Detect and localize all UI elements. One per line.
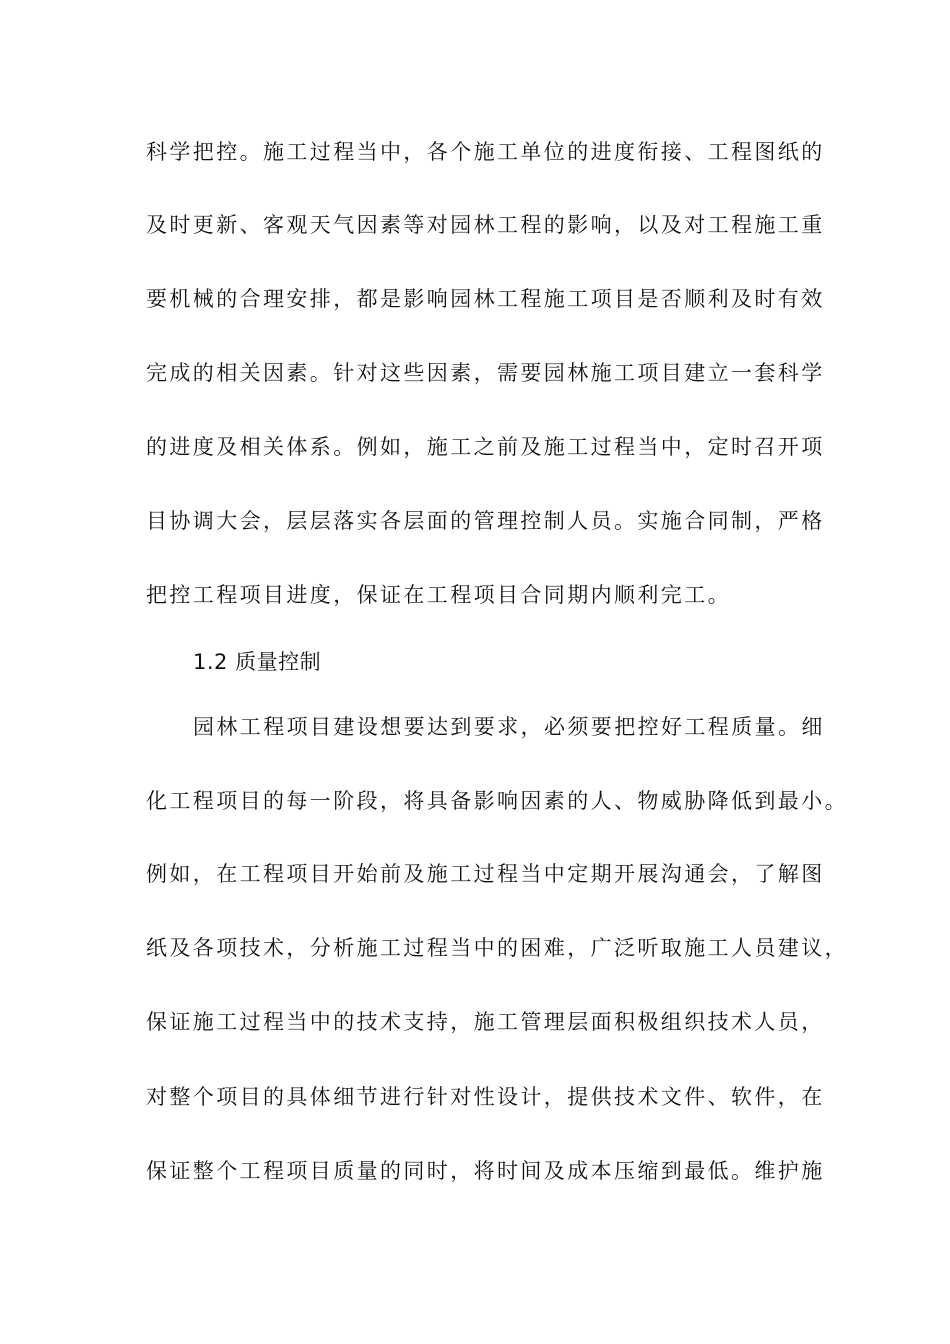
paragraph-line: 园林工程项目建设想要达到要求，必须要把控好工程质量。细: [193, 715, 825, 739]
paragraph-line: 的进度及相关体系。例如，施工之前及施工过程当中，定时召开项: [146, 435, 825, 459]
paragraph-line: 科学把控。施工过程当中，各个施工单位的进度衔接、工程图纸的: [146, 140, 825, 164]
paragraph-line: 例如，在工程项目开始前及施工过程当中定期开展沟通会，了解图: [146, 862, 825, 886]
paragraph-line: 把控工程项目进度，保证在工程项目合同期内顺利完工。: [146, 583, 731, 607]
paragraph-line: 要机械的合理安排，都是影响园林工程施工项目是否顺利及时有效: [146, 287, 825, 311]
section-heading: 1.2 质量控制: [193, 650, 322, 674]
paragraph-line: 及时更新、客观天气因素等对园林工程的影响，以及对工程施工重: [146, 213, 825, 237]
paragraph-line: 保证施工过程当中的技术支持，施工管理层面积极组织技术人员，: [146, 1010, 825, 1034]
paragraph-line: 保证整个工程项目质量的同时，将时间及成本压缩到最低。维护施: [146, 1159, 825, 1183]
paragraph-line: 化工程项目的每一阶段，将具备影响因素的人、物威胁降低到最小。: [146, 789, 848, 813]
paragraph-line: 完成的相关因素。针对这些因素，需要园林施工项目建立一套科学: [146, 361, 825, 385]
paragraph-line: 目协调大会，层层落实各层面的管理控制人员。实施合同制，严格: [146, 509, 825, 533]
paragraph-line: 纸及各项技术，分析施工过程当中的困难，广泛听取施工人员建议，: [146, 936, 848, 960]
paragraph-line: 对整个项目的具体细节进行针对性设计，提供技术文件、软件，在: [146, 1085, 825, 1109]
